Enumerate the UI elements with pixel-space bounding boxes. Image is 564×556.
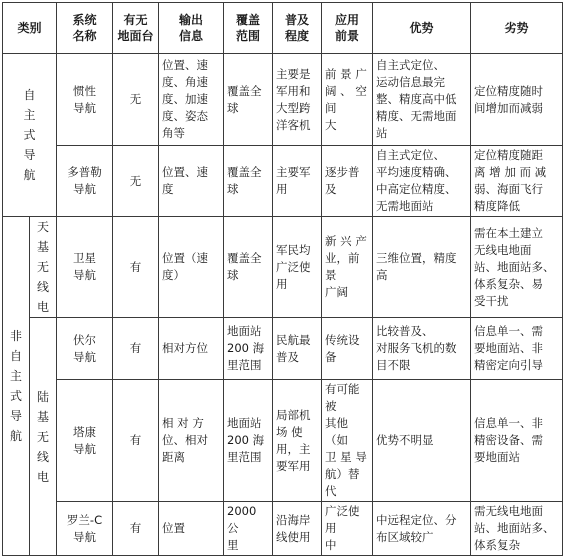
- header-system-name: 系统 名称: [57, 3, 113, 54]
- cell-prospect: 广泛使用 中: [322, 502, 373, 556]
- header-output-info: 输出 信息: [159, 3, 224, 54]
- cell-output: 位置: [159, 502, 224, 556]
- header-prospect: 应用 前景: [322, 3, 373, 54]
- cell-coverage: 覆盖全 球: [224, 54, 273, 146]
- cell-output: 位置、速 度: [159, 146, 224, 217]
- cell-prospect: 有可能被 其他（如 卫 星 导 航）替代: [322, 380, 373, 502]
- cell-ground-station: 有: [113, 380, 159, 502]
- group-space-based-radio: 天 基 无 线 电: [30, 217, 57, 318]
- cell-coverage: 覆盖全 球: [224, 146, 273, 217]
- cell-advantages: 自主式定位、 运动信息最完 整、精度高中低 精度、无需地面 站: [373, 54, 471, 146]
- cell-coverage: 地面站 200 海 里范围: [224, 318, 273, 380]
- cell-ground-station: 无: [113, 146, 159, 217]
- header-coverage: 覆盖 范围: [224, 3, 273, 54]
- cell-advantages: 三维位置，精度 高: [373, 217, 471, 318]
- cell-disadvantages: 需在本土建立 无线电地面 站、地面站多、 体系复杂、易 受干扰: [471, 217, 563, 318]
- header-row: [3, 3, 563, 54]
- table-row: [3, 502, 563, 556]
- cell-ground-station: 无: [113, 54, 159, 146]
- cell-output: 位置（速 度）: [159, 217, 224, 318]
- cell-system: 惯性 导航: [57, 54, 113, 146]
- cell-coverage: 地面站 200 海 里范围: [224, 380, 273, 502]
- header-advantages: 优势: [373, 3, 471, 54]
- cell-disadvantages: 信息单一、需 要地面站、非 精密定向引导: [471, 318, 563, 380]
- header-popularity: 普及 程度: [273, 3, 322, 54]
- cell-advantages: 优势不明显: [373, 380, 471, 502]
- cell-system: 卫星 导航: [57, 217, 113, 318]
- group-autonomous: 自 主 式 导 航: [3, 54, 57, 217]
- cell-ground-station: 有: [113, 502, 159, 556]
- cell-disadvantages: 定位精度随时 间增加而减弱: [471, 54, 563, 146]
- cell-output: 相 对 方 位、相对 距离: [159, 380, 224, 502]
- cell-prospect: 新 兴 产 业，前景 广阔: [322, 217, 373, 318]
- cell-coverage: 覆盖全 球: [224, 217, 273, 318]
- navigation-comparison-table-frame: [2, 2, 562, 552]
- cell-popularity: 军民均 广泛使 用: [273, 217, 322, 318]
- cell-disadvantages: 需无线电地面 站、地面站多、 体系复杂: [471, 502, 563, 556]
- cell-ground-station: 有: [113, 318, 159, 380]
- cell-prospect: 传统设备: [322, 318, 373, 380]
- table-row: [3, 318, 563, 380]
- cell-popularity: 主要军 用: [273, 146, 322, 217]
- cell-system: 塔康 导航: [57, 380, 113, 502]
- cell-popularity: 主要是 军用和 大型跨 洋客机: [273, 54, 322, 146]
- cell-popularity: 民航最 普及: [273, 318, 322, 380]
- header-ground-station: 有无 地面台: [113, 3, 159, 54]
- cell-output: 位置、速 度、角速 度、加速 度、姿态 角等: [159, 54, 224, 146]
- table-row: [3, 146, 563, 217]
- cell-system: 罗兰-C 导航: [57, 502, 113, 556]
- table-row: [3, 380, 563, 502]
- group-ground-based-radio: 陆 基 无 线 电: [30, 318, 57, 556]
- cell-disadvantages: 定位精度随距 离 增 加 而 减 弱、海面飞行 精度降低: [471, 146, 563, 217]
- cell-popularity: 沿海岸线使用: [273, 502, 322, 556]
- header-category: 类别: [3, 3, 57, 54]
- cell-coverage: 2000 公 里: [224, 502, 273, 556]
- cell-disadvantages: 信息单一、非 精密设备、需 要地面站: [471, 380, 563, 502]
- cell-prospect: 前 景 广 阔 、 空 间 大: [322, 54, 373, 146]
- cell-output: 相对方位: [159, 318, 224, 380]
- cell-advantages: 中远程定位、分 布区域较广: [373, 502, 471, 556]
- cell-prospect: 逐步普及: [322, 146, 373, 217]
- cell-system: 伏尔 导航: [57, 318, 113, 380]
- table-row: [3, 54, 563, 146]
- cell-advantages: 比较普及、 对服务飞机的数 目不限: [373, 318, 471, 380]
- header-disadvantages: 劣势: [471, 3, 563, 54]
- cell-system: 多普勒 导航: [57, 146, 113, 217]
- cell-popularity: 局部机 场 使 用，主 要军用: [273, 380, 322, 502]
- cell-ground-station: 有: [113, 217, 159, 318]
- table-row: [3, 217, 563, 318]
- group-non-autonomous: 非 自 主 式 导 航: [3, 217, 30, 556]
- navigation-comparison-table: [2, 2, 563, 556]
- cell-advantages: 自主式定位、 平均速度精确、 中高定位精度、 无需地面站: [373, 146, 471, 217]
